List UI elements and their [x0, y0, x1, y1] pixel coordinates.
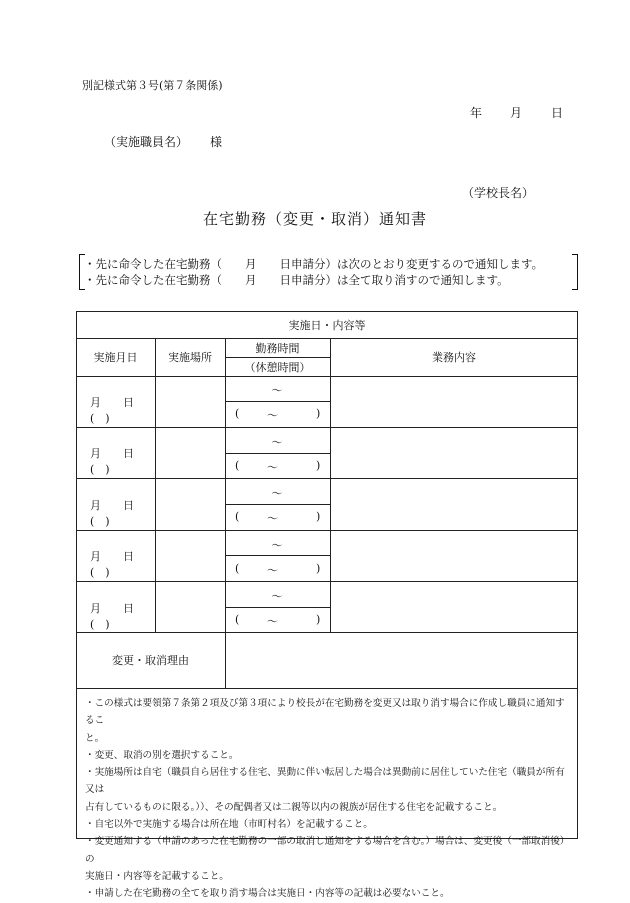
table-rule	[155, 338, 156, 632]
col-header-date: 実施月日	[93, 351, 138, 364]
col-header-work: 業務内容	[432, 351, 476, 364]
note-line: ・自宅以外で実施する場合は所在地（市町村名）を記載すること。	[85, 819, 373, 831]
col-header-hours: 勤務時間	[255, 341, 300, 355]
paren-close: )	[316, 562, 321, 575]
break-tilde: 〜	[267, 615, 278, 628]
form-number: 別記様式第３号(第７条関係)	[82, 79, 223, 92]
table-rule	[76, 427, 578, 428]
paren-close: )	[316, 510, 321, 523]
note-line: ・変更、取消の別を選択すること。	[85, 749, 239, 761]
table-rule	[76, 478, 578, 479]
row-hours[interactable]: 〜	[271, 487, 283, 500]
schedule-table	[76, 311, 578, 689]
note-line: 占有しているものに限る。））、その配偶者又は二親等以内の親族が居住する住宅を記載すること。	[85, 801, 503, 813]
paren-open: (	[235, 562, 240, 575]
break-tilde: 〜	[267, 512, 278, 525]
table-rule	[225, 555, 330, 556]
notes-box	[76, 689, 578, 900]
row-hours[interactable]: 〜	[271, 436, 283, 449]
options-right-bracket	[572, 254, 578, 290]
paren-close: )	[316, 459, 321, 472]
col-header-place: 実施場所	[168, 351, 212, 364]
col-header-break: （休憩時間）	[244, 360, 311, 374]
paren-open: (	[235, 613, 240, 626]
break-tilde: 〜	[267, 409, 278, 422]
document-title: 在宅勤務（変更・取消）通知書	[202, 210, 427, 228]
option-change[interactable]: ・先に命令した在宅勤務（ 月 日申請分）は次のとおり変更するので通知します。	[84, 257, 544, 271]
row-hours[interactable]: 〜	[271, 539, 283, 552]
table-rule	[225, 453, 330, 454]
table-rule	[330, 338, 331, 632]
addressee-name: （実施職員名）	[104, 135, 189, 149]
issuer-name: （学校長名）	[462, 186, 535, 200]
table-rule	[225, 504, 330, 505]
addressee-honorific: 様	[210, 135, 223, 149]
row-date[interactable]: 月 日( )	[90, 550, 134, 579]
table-rule	[76, 376, 578, 377]
section-header: 実施日・内容等	[288, 318, 366, 332]
break-tilde: 〜	[267, 564, 278, 577]
note-line: ・実施場所は自宅（職員自ら居住する住宅、異動に伴い転居した場合は異動前に居住していた住宅（職員が所有又は	[85, 767, 565, 796]
table-rule	[225, 401, 330, 402]
row-date[interactable]: 月 日( )	[90, 602, 134, 631]
reason-label: 変更・取消理由	[112, 654, 189, 667]
table-rule	[225, 607, 330, 608]
paren-open: (	[235, 407, 240, 420]
paren-open: (	[235, 510, 240, 523]
break-tilde: 〜	[267, 461, 278, 474]
paren-close: )	[316, 407, 321, 420]
row-date[interactable]: 月 日( )	[90, 499, 134, 528]
date-year: 年	[470, 106, 483, 120]
row-date[interactable]: 月 日( )	[90, 447, 134, 476]
date-day: 日	[551, 106, 564, 120]
note-line: ・変更通知する（申請のあった在宅勤務の一部の取消し通知をする場合を含む。）場合は、変更後（一部取消後）の	[85, 836, 565, 865]
note-line: 実施日・内容等を記載すること。	[85, 870, 229, 882]
paren-open: (	[235, 459, 240, 472]
row-date[interactable]: 月 日( )	[90, 396, 134, 425]
option-cancel[interactable]: ・先に命令した在宅勤務（ 月 日申請分）は全て取り消すので通知します。	[84, 273, 509, 287]
date-month: 月	[510, 106, 523, 120]
table-rule	[76, 581, 578, 582]
row-hours[interactable]: 〜	[271, 590, 283, 603]
row-hours[interactable]: 〜	[271, 384, 283, 397]
table-rule	[76, 530, 578, 531]
reason-field[interactable]	[226, 633, 577, 688]
note-line: ・この様式は要領第７条第２項及び第３項により校長が在宅勤務を変更又は取り消す場合に作成し職員に通知するこ	[85, 698, 565, 727]
note-line: ・申請した在宅勤務の全てを取り消す場合は実施日・内容等の記載は必要ないこと。	[85, 888, 450, 900]
note-line: と。	[85, 732, 105, 744]
paren-close: )	[316, 613, 321, 626]
